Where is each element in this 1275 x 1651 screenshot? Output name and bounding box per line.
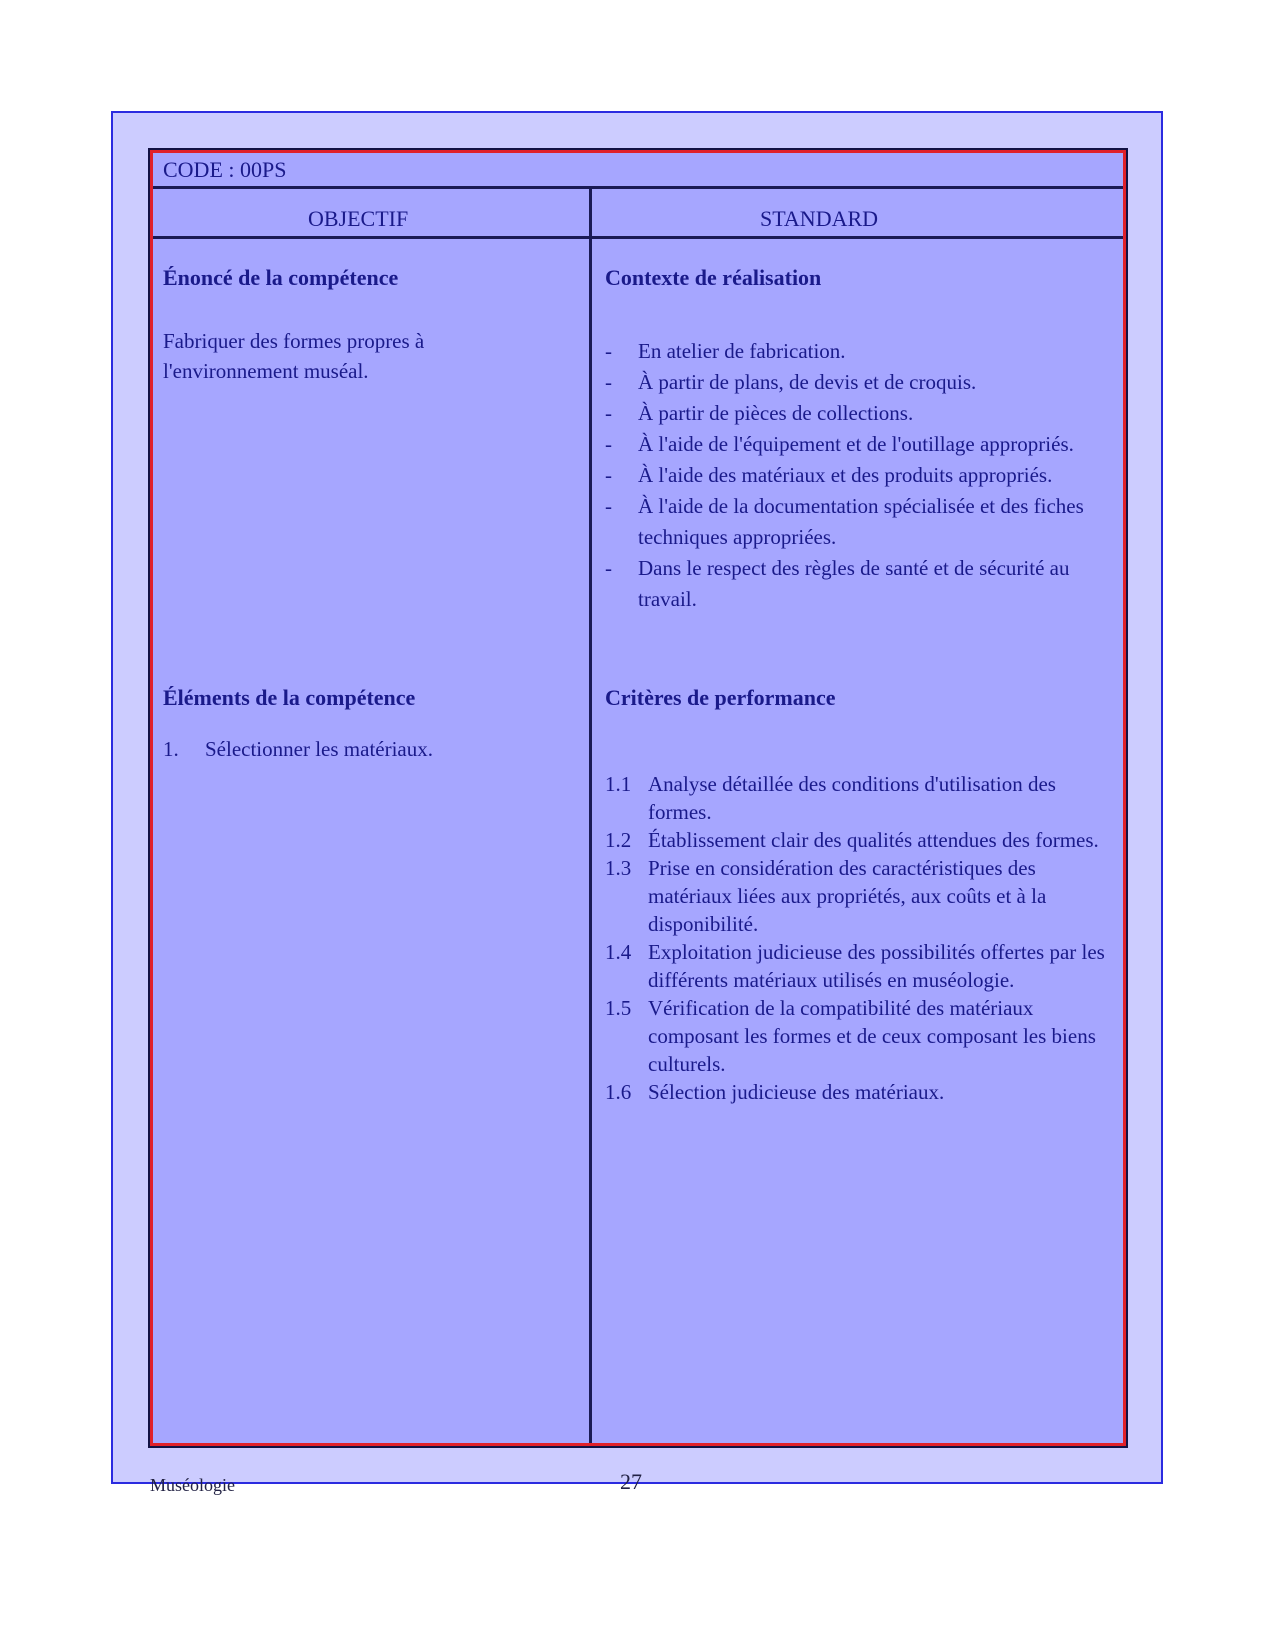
enonce-line-2: l'environnement muséal. [163, 359, 369, 383]
code-label: CODE : 00PS [163, 157, 287, 182]
list-item: 1.2 Établissement clair des qualités attendues des formes. [605, 828, 1099, 852]
competence-table [150, 150, 1126, 1446]
column-divider [589, 189, 592, 1443]
page-number: 27 [620, 1469, 642, 1494]
header-bottom-rule [153, 236, 1123, 239]
element-num: 1. [163, 737, 179, 761]
list-item: - À partir de plans, de devis et de croquis. [605, 370, 977, 394]
footer-title: Muséologie [150, 1475, 235, 1495]
list-item: 1.1 Analyse détaillée des conditions d'utilisation des formes. [605, 772, 1056, 824]
list-item: - À l'aide de l'équipement et de l'outillage appropriés. [605, 432, 1074, 456]
list-item: - Dans le respect des règles de santé et de sécurité au travail. [605, 556, 1070, 611]
contexte-title: Contexte de réalisation [605, 265, 822, 290]
list-item: 1.5 Vérification de la compatibilité des matériaux composant les formes et de ceux composant les biens culturels. [605, 996, 1096, 1076]
standard-header: STANDARD [760, 206, 879, 231]
contexte-list [605, 336, 1105, 615]
list-item: 1.4 Exploitation judicieuse des possibilités offertes par les différents matériaux utilisés en muséologie. [605, 940, 1105, 992]
list-item: 1.6 Sélection judicieuse des matériaux. [605, 1080, 945, 1104]
element-text: Sélectionner les matériaux. [205, 737, 433, 761]
list-item: - À l'aide des matériaux et des produits appropriés. [605, 463, 1053, 487]
criteres-title: Critères de performance [605, 685, 836, 710]
list-item: - En atelier de fabrication. [605, 339, 846, 363]
list-item: 1.3 Prise en considération des caractéristiques des matériaux liées aux propriétés, aux coûts et à la disponibilité. [605, 856, 1047, 936]
criteres-list [605, 770, 1105, 1106]
list-item: - À l'aide de la documentation spécialisée et des fiches techniques appropriées. [605, 494, 1084, 549]
elements-title: Éléments de la compétence [163, 685, 416, 710]
enonce-line-1: Fabriquer des formes propres à [163, 329, 425, 353]
enonce-title: Énoncé de la compétence [163, 265, 399, 290]
objective-header: OBJECTIF [308, 206, 409, 231]
list-item: - À partir de pièces de collections. [605, 401, 914, 425]
header-top-rule [153, 186, 1123, 189]
